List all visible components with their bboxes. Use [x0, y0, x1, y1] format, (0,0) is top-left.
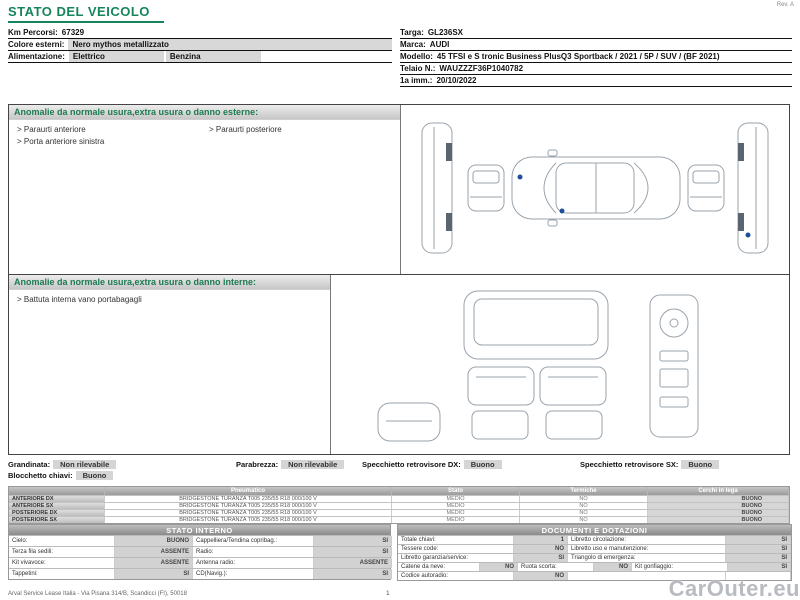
tire-position: POSTERIORE SX [9, 517, 105, 523]
stato-value: ASSENTE [314, 558, 392, 568]
anomalies-box [8, 104, 790, 455]
documenti-label: Libretto circolazione: [568, 536, 726, 544]
blocchetto-value: Buono [76, 471, 114, 480]
page-title: STATO DEL VEICOLO [8, 4, 164, 23]
footer-company-address: Arval Service Lease Italia - Via Pisana 314/B, Scandicci (FI), 50018 [8, 591, 187, 597]
stato-interno-row [9, 557, 390, 568]
documenti-label: Catene da neve: [398, 563, 480, 571]
stato-interno-row [9, 568, 390, 579]
tire-termiche: NO [520, 510, 648, 516]
documenti-value: NO [514, 545, 568, 553]
exterior-anomalies-list [9, 120, 400, 151]
fuel-value-2: Benzina [166, 51, 261, 62]
imm-label: 1a imm.: [400, 76, 433, 85]
imm-value: 20/10/2022 [436, 76, 477, 85]
tire-termiche: NO [520, 517, 648, 523]
specchietto-dx-field [362, 460, 580, 469]
documenti-value: SI [728, 563, 791, 571]
documenti-label: Ruota scorta: [518, 563, 594, 571]
field-modello [400, 51, 792, 63]
telaio-value: WAUZZZF36P1040782 [439, 64, 524, 73]
targa-value: GL236SX [427, 28, 463, 37]
interior-anomalies-section [9, 275, 789, 454]
condition-line-2 [8, 470, 792, 481]
tire-cerchi: BUONO [648, 496, 789, 502]
fuel-value-1: Elettrico [69, 51, 164, 62]
tire-row-posteriore-sx [9, 516, 789, 523]
stato-label: Kit vivavoce: [9, 558, 115, 568]
field-targa [400, 27, 792, 39]
documenti-row [398, 562, 791, 571]
tire-header-stato: Stato [392, 487, 520, 495]
exterior-anomalies-section [9, 105, 789, 275]
stato-label: Radio: [193, 547, 314, 557]
grandinata-value: Non rilevabile [53, 460, 116, 469]
stato-label: Tappetini: [9, 569, 115, 579]
interior-anomalies-text [9, 275, 331, 454]
condition-summary [8, 459, 792, 481]
tire-stato: MEDIO [392, 503, 520, 509]
specchietto-dx-label: Specchietto retrovisore DX: [362, 460, 461, 469]
condition-line-1 [8, 459, 792, 470]
stato-interno-row [9, 546, 390, 557]
documenti-label: Totale chiavi: [398, 536, 514, 544]
watermark-carouter: CarOuter.eu [668, 576, 800, 600]
stato-value: ASSENTE [115, 558, 193, 568]
stato-interno-table [8, 524, 391, 580]
stato-interno-title: STATO INTERNO [9, 525, 390, 535]
documenti-label: Triangolo di emergenza: [568, 554, 726, 562]
specchietto-sx-field [580, 460, 719, 469]
tire-position: ANTERIORE DX [9, 496, 105, 502]
marca-label: Marca: [400, 40, 426, 49]
car-interior-views-icon [350, 285, 770, 445]
documenti-label: Libretto uso e manutenzione: [568, 545, 726, 553]
tire-cerchi: BUONO [648, 517, 789, 523]
documenti-row [398, 535, 791, 544]
field-color [8, 39, 392, 51]
interior-anomalies-list [9, 290, 174, 310]
tire-header-pneumatico: Pneumatico [105, 487, 392, 495]
documenti-label: Codice autoradio: [398, 572, 514, 580]
field-km [8, 27, 392, 39]
documenti-value: SI [726, 554, 791, 562]
stato-value: SI [314, 547, 392, 557]
tire-termiche: NO [520, 496, 648, 502]
documenti-value: SI [726, 545, 791, 553]
grandinata-label: Grandinata: [8, 460, 51, 469]
documenti-value: NO [480, 563, 518, 571]
documenti-value: SI [514, 554, 568, 562]
revision-label: Rev. A [776, 2, 794, 8]
documenti-label: Kit gonfiaggio: [632, 563, 728, 571]
documenti-title: DOCUMENTI E DOTAZIONI [398, 525, 791, 535]
exterior-anomalies-heading: Anomalie da normale usura,extra usura o danno esterne: [9, 105, 400, 120]
fuel-label: Alimentazione: [8, 52, 65, 61]
exterior-anomaly-item: > Paraurti anteriore [17, 125, 86, 134]
km-value: 67329 [61, 28, 85, 37]
documenti-value: NO [514, 572, 568, 580]
tire-header-termiche: Termiche [520, 487, 648, 495]
marca-value: AUDI [429, 40, 450, 49]
stato-label: Cielo: [9, 536, 115, 546]
stato-value: ASSENTE [115, 547, 193, 557]
documenti-label: Libretto garanzia/service: [398, 554, 514, 562]
interior-anomalies-heading: Anomalie da normale usura,extra usura o danno interne: [9, 275, 330, 290]
stato-value: SI [314, 536, 392, 546]
documenti-row [398, 544, 791, 553]
tire-spec: BRIDGESTONE TURANZA T005 235/55 R18 000/100 V [105, 510, 392, 516]
car-exterior-views-icon [410, 115, 780, 265]
parabrezza-label: Parabrezza: [236, 460, 279, 469]
vehicle-info-right [400, 27, 792, 87]
tire-cerchi: BUONO [648, 510, 789, 516]
stato-label: Terza fila sedili: [9, 547, 115, 557]
stato-label: CD(Navig.): [193, 569, 314, 579]
exterior-anomaly-item: > Paraurti posteriore [209, 125, 282, 134]
stato-label: Cappelliera/Tendina copribag.: [193, 536, 314, 546]
tire-stato: MEDIO [392, 510, 520, 516]
modello-label: Modello: [400, 52, 433, 61]
stato-value: BUONO [115, 536, 193, 546]
specchietto-dx-value: Buono [464, 460, 502, 469]
parabrezza-field [236, 460, 362, 469]
tire-row-posteriore-dx [9, 509, 789, 516]
tire-spec: BRIDGESTONE TURANZA T005 235/55 R18 000/100 V [105, 503, 392, 509]
blocchetto-field [8, 471, 113, 480]
field-marca [400, 39, 792, 51]
stato-label: Antenna radio: [193, 558, 314, 568]
documenti-value: SI [726, 536, 791, 544]
tire-table-header [9, 487, 789, 495]
color-value: Nero mythos metallizzato [68, 39, 392, 50]
documenti-label: Tessere code: [398, 545, 514, 553]
vehicle-info-left [8, 27, 392, 63]
exterior-damage-diagram [401, 105, 789, 274]
interior-anomaly-item: > Battuta interna vano portabagagli [17, 295, 142, 304]
specchietto-sx-value: Buono [681, 460, 719, 469]
documenti-row [398, 553, 791, 562]
documenti-value: 1 [514, 536, 568, 544]
blocchetto-label: Blocchetto chiavi: [8, 471, 73, 480]
tire-table [8, 486, 790, 524]
grandinata-field [8, 460, 236, 469]
field-fuel [8, 51, 392, 63]
stato-value: SI [314, 569, 392, 579]
interior-damage-diagram [331, 275, 789, 454]
exterior-anomalies-text [9, 105, 401, 274]
stato-interno-row [9, 535, 390, 546]
field-telaio [400, 63, 792, 75]
tire-spec: BRIDGESTONE TURANZA T005 235/55 R18 000/100 V [105, 517, 392, 523]
targa-label: Targa: [400, 28, 424, 37]
specchietto-sx-label: Specchietto retrovisore SX: [580, 460, 679, 469]
color-label: Colore esterni: [8, 40, 65, 49]
modello-value: 45 TFSI e S tronic Business PlusQ3 Sportback / 2021 / 5P / SUV / (BF 2021) [436, 52, 720, 61]
tire-position: POSTERIORE DX [9, 510, 105, 516]
tire-stato: MEDIO [392, 496, 520, 502]
km-label: Km Percorsi: [8, 28, 58, 37]
tire-header-empty [9, 487, 105, 495]
telaio-label: Telaio N.: [400, 64, 436, 73]
tire-row-anteriore-sx [9, 502, 789, 509]
parabrezza-value: Non rilevabile [281, 460, 344, 469]
tire-termiche: NO [520, 503, 648, 509]
tire-position: ANTERIORE SX [9, 503, 105, 509]
footer-page-number: 1 [386, 590, 390, 597]
tire-stato: MEDIO [392, 517, 520, 523]
tire-cerchi: BUONO [648, 503, 789, 509]
tire-row-anteriore-dx [9, 495, 789, 502]
documenti-table [397, 524, 792, 581]
tire-header-cerchi: Cerchi in lega [648, 487, 789, 495]
documenti-value: NO [594, 563, 632, 571]
exterior-anomaly-item: > Porta anteriore sinistra [17, 137, 105, 146]
field-prima-immatricolazione [400, 75, 792, 87]
stato-value: SI [115, 569, 193, 579]
tire-spec: BRIDGESTONE TURANZA T005 235/55 R18 000/100 V [105, 496, 392, 502]
